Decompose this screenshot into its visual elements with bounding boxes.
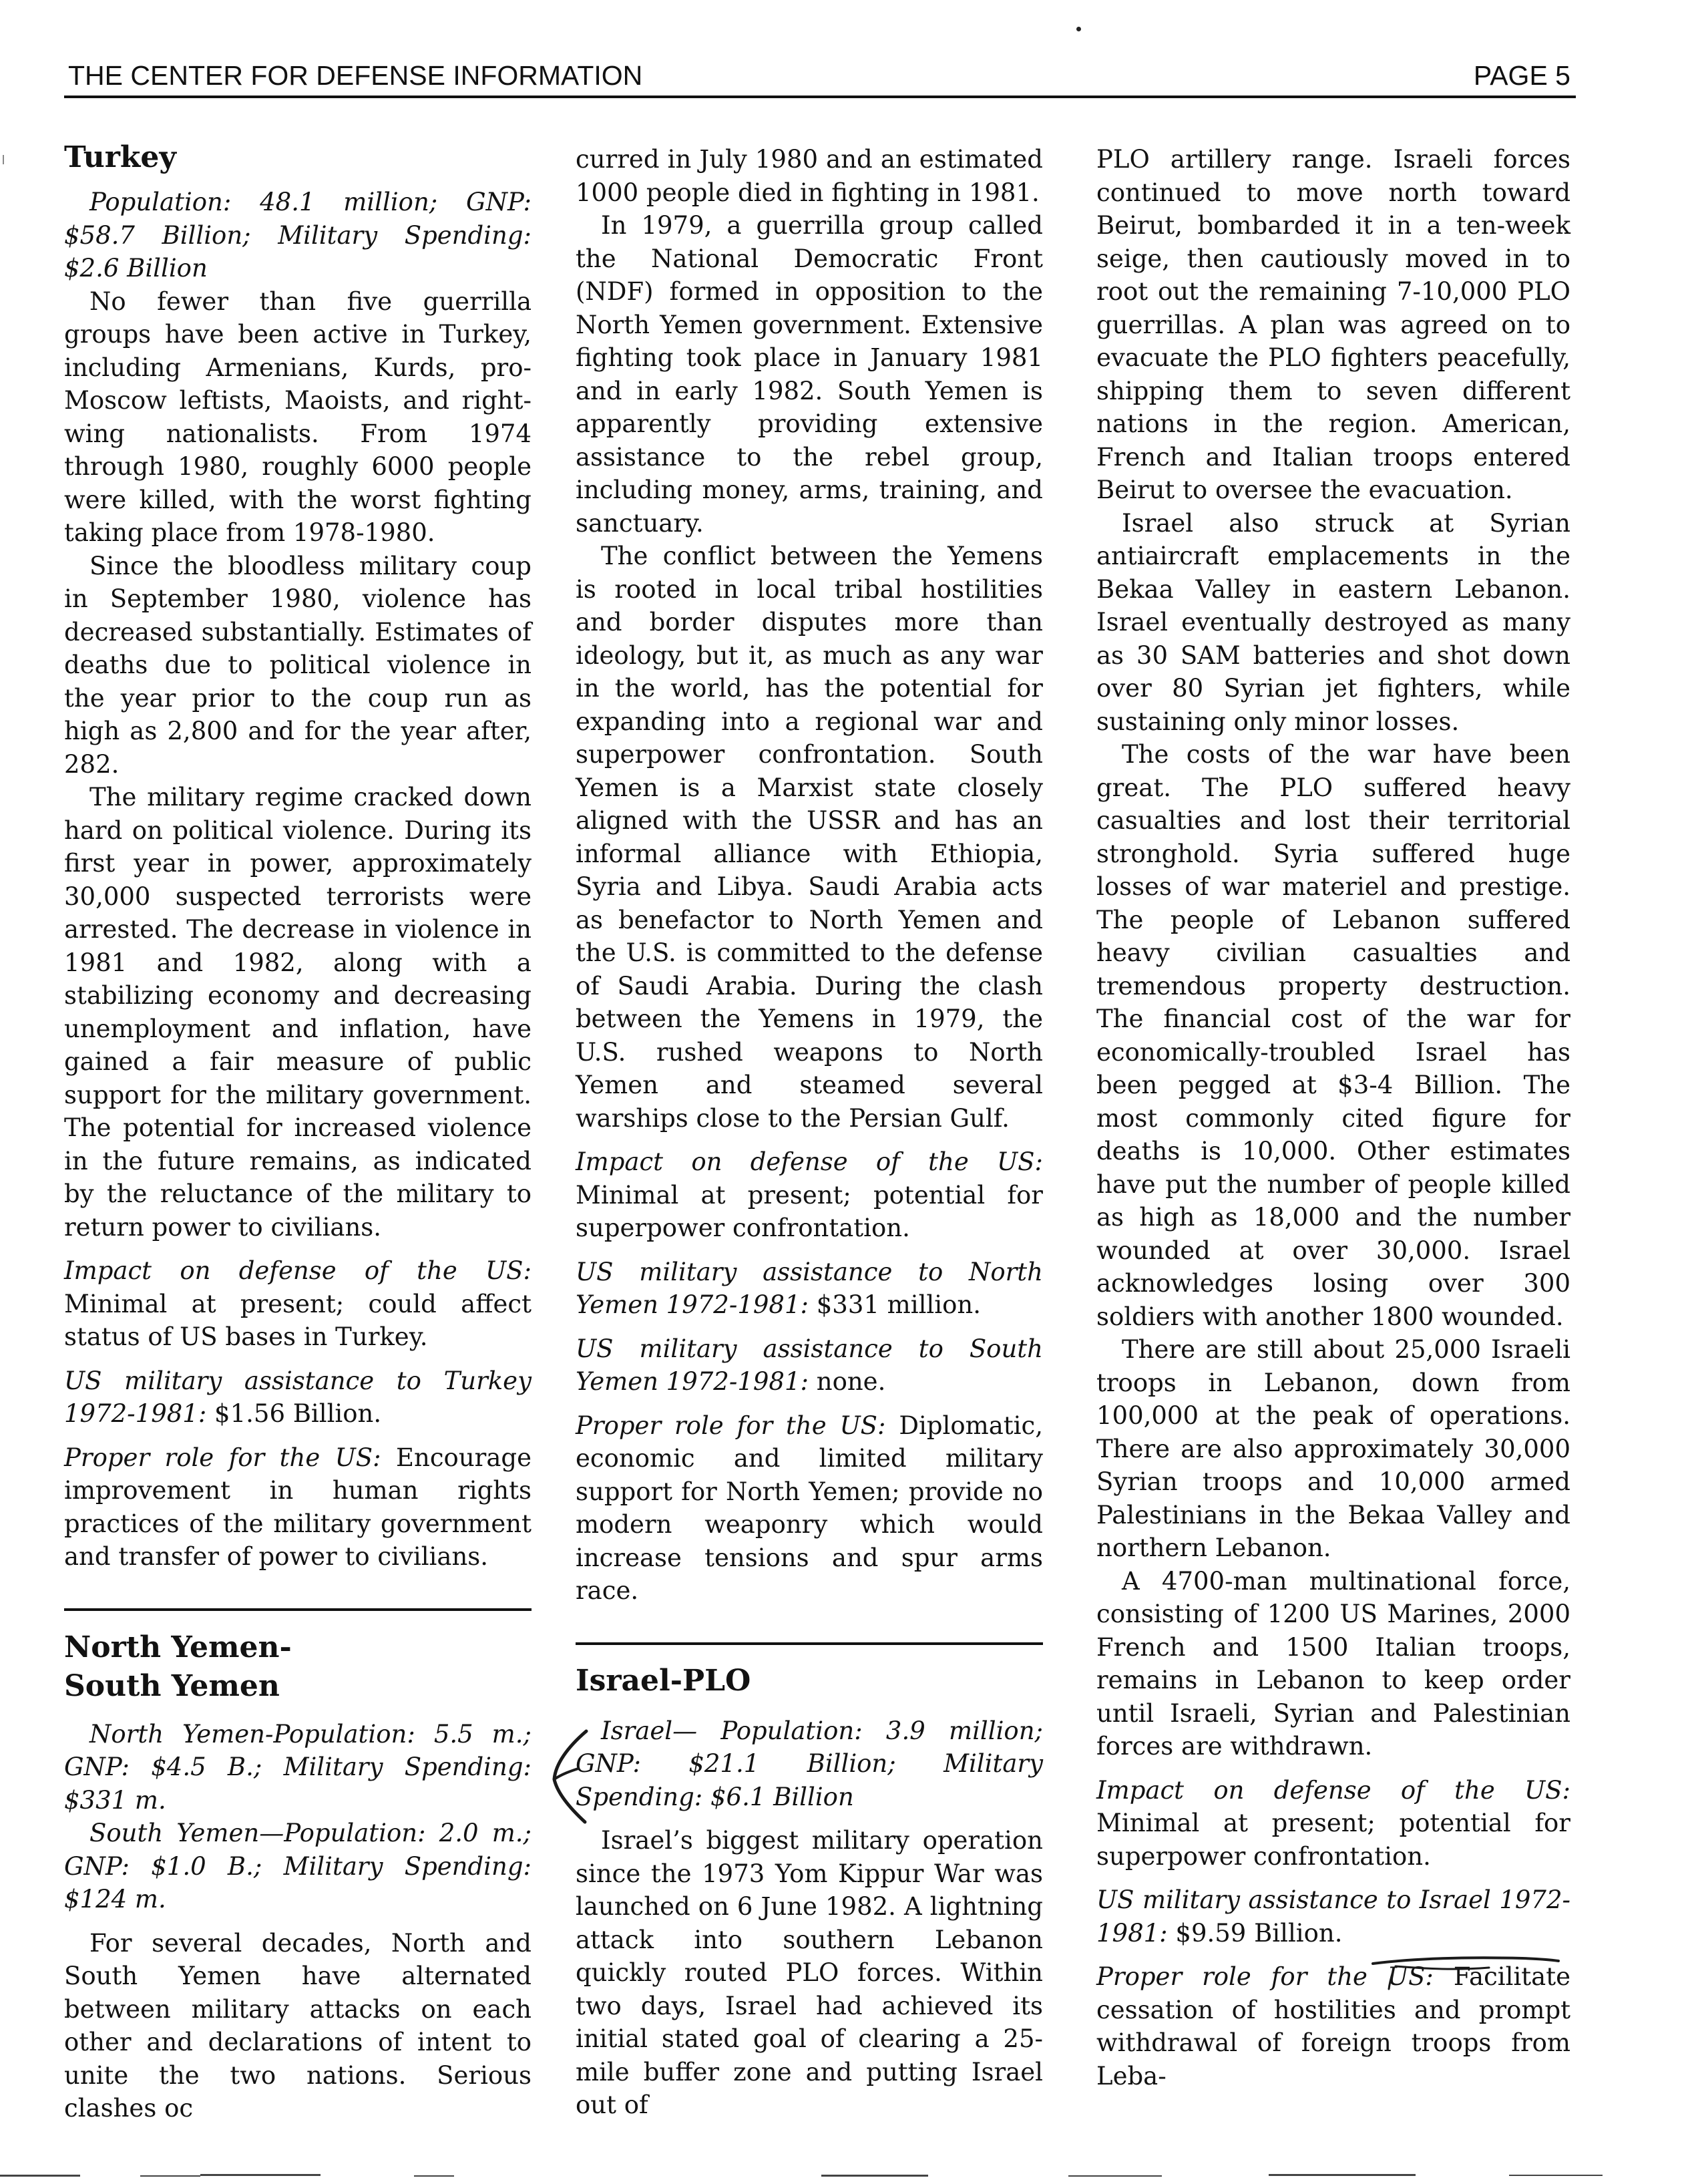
turkey-stats: Population: 48.1 million; GNP: $58.7 Billion; Military Spending: $2.6 Billion (64, 188, 532, 283)
yemen-paragraph-2: In 1979, a guerrilla group called the National Democratic Front (NDF) formed in opposition to the North Yemen government. Extensive fighting took place in January 1981 and in early 1982. South Yemen is apparently providing extensive assistance to the rebel group, including money, arms, training, and sanctuary. (576, 211, 1043, 538)
page-number: PAGE 5 (1473, 60, 1570, 91)
israel-paragraph-3: The costs of the war have been great. The PLO suffered heavy casualties and lost their territorial stronghold. Syria suffered huge losses of war materiel and prestige. The people of Lebanon suffered heavy civilian casualties and tremendous property destruction. The financial cost of the war for economically-troubled Israel has been pegged at $3-4 Billion. The most commonly cited figure for deaths is 10,000. Other estimates have put the number of people killed as high as 18,000 and the number wounded at over 30,000. Israel acknowledges losing over 300 soldiers with another 1800 wounded. (1096, 740, 1570, 1331)
turkey-section (64, 139, 532, 1574)
stray-ink-dot (1076, 27, 1081, 31)
israel-role-text: Facilitate cessation of hostilities and prompt withdrawal of foreign troops from Leba- (1096, 1962, 1570, 2090)
south-yemen-assistance (576, 1332, 1043, 1399)
scan-bottom-edge (0, 2171, 1688, 2180)
turkey-impact-text: Minimal at present; could affect status of US bases in Turkey. (64, 1289, 532, 1351)
israel-stats: Israel— Population: 3.9 million; GNP: $21.1 Billion; Military Spending: $6.1 Billion (576, 1716, 1043, 1811)
israel-assistance (1096, 1883, 1570, 1950)
israel-paragraph-2: Israel also struck at Syrian antiaircraft emplacements in the Bekaa Valley in eastern Lebanon. Israel eventually destroyed as many as 30 SAM batteries and shot down over 80 Syrian jet fighters, while sustaining only minor losses. (1096, 508, 1570, 736)
turkey-role-label: Proper role for the US: (64, 1443, 381, 1472)
israel-impact-text: Minimal at present; potential for superpower confrontation. (1096, 1809, 1570, 1871)
turkey-heading: Turkey (64, 140, 176, 174)
north-yemen-assistance (576, 1256, 1043, 1322)
yemen-impact-text: Minimal at present; potential for superpower confrontation. (576, 1180, 1043, 1242)
israel-paragraph-4: There are still about 25,000 Israeli troops in Lebanon, down from 100,000 at the peak of operations. There are also approximately 30,000 Syrian troops and 10,000 armed Palestinians in the Bekaa Valley and northern Lebanon. (1096, 1335, 1570, 1562)
turkey-role-text: Encourage improvement in human rights practices of the military government and transfer of power to civilians. (64, 1443, 532, 1571)
turkey-paragraph-1: No fewer than five guerrilla groups have been active in Turkey, including Armenians, Kurds, pro-Moscow leftists, Maoists, and right-wing nationalists. From 1974 through 1980, roughly 6000 people were killed, with the worst fighting taking place from 1978-1980. (64, 287, 532, 547)
handwritten-bracket-mark (548, 1727, 594, 1827)
column-3 (1096, 143, 1570, 2092)
handwritten-underline-mark (1369, 1952, 1562, 1992)
turkey-assistance (64, 1364, 532, 1431)
yemen-role-text: Diplomatic, economic and limited military support for North Yemen; provide no modern weaponry which would increase tensions and spur arms race. (576, 1411, 1043, 1605)
column-2 (576, 143, 1043, 2122)
israel-assistance-text: $9.59 Billion. (1167, 1918, 1343, 1948)
yemen-paragraph-1-continued: curred in July 1980 and an estimated 1000 people died in fighting in 1981. (576, 145, 1043, 207)
turkey-assistance-text: $1.56 Billion. (206, 1399, 382, 1428)
yemen-heading-line-1: North Yemen- (64, 1630, 292, 1664)
turkey-paragraph-3: The military regime cracked down hard on political violence. During its first year in power, approximately 30,000 suspected terrorists were arrested. The decrease in violence in 1981 and 1982, along with a stabilizing economy and decreasing unemployment and inflation, have gained a fair measure of public support for the military government. The potential for increased violence in the future remains, as indicated by the reluctance of the military to return power to civilians. (64, 783, 532, 1242)
north-yemen-assistance-label: US military assistance to North Yemen 1972-1981: (576, 1257, 1043, 1319)
publication-name: THE CENTER FOR DEFENSE INFORMATION (68, 60, 643, 91)
yemen-paragraph-3: The conflict between the Yemens is rooted in local tribal hostilities and border disputes more than ideology, but it, as much as any war in the world, has the potential for expanding into a regional war and superpower confrontation. South Yemen is a Marxist state closely aligned with the USSR and has an informal alliance with Ethiopia, Syria and Libya. Saudi Arabia acts as benefactor to North Yemen and the U.S. is committed to the defense of Saudi Arabia. During the clash between the Yemens in 1979, the U.S. rushed weapons to North Yemen and steamed several warships close to the Persian Gulf. (576, 542, 1043, 1133)
israel-impact-label: Impact on defense of the US: (1096, 1775, 1570, 1805)
section-divider (576, 1642, 1043, 1645)
israel-assistance-label: US military assistance to Israel 1972-1981: (1096, 1885, 1570, 1948)
turkey-impact-label: Impact on defense of the US: (64, 1256, 532, 1285)
israel-paragraph-5: A 4700-man multinational force, consisting of 1200 US Marines, 2000 French and 1500 Italian troops, remains in Lebanon to keep order until Israeli, Syrian and Palestinian forces are withdrawn. (1096, 1566, 1570, 1761)
column-1 (64, 139, 532, 2125)
israel-paragraph-1-continued: PLO artillery range. Israeli forces continued to move north toward Beirut, bombarded it in a ten-week seige, then cautiously moved in to root out the remaining 7-10,000 PLO guerrillas. A plan was agreed on to evacuate the PLO fighters peacefully, shipping them to seven different nations in the region. American, French and Italian troops entered Beirut to oversee the evacuation. (1096, 145, 1570, 504)
yemen-heading-line-2: South Yemen (64, 1668, 280, 1703)
yemen-impact (576, 1145, 1043, 1245)
israel-heading: Israel-PLO (576, 1663, 751, 1698)
turkey-assistance-label: US military assistance to Turkey 1972-1981: (64, 1366, 532, 1428)
yemen-paragraph-1: For several decades, North and South Yemen have alternated between military attacks on each other and declarations of intent to unite the two nations. Serious clashes oc (64, 1928, 532, 2123)
south-yemen-assistance-label: US military assistance to South Yemen 1972-1981: (576, 1334, 1043, 1396)
israel-section (576, 1662, 1043, 2122)
israel-paragraph-1: Israel’s biggest military operation since the 1973 Yom Kippur War was launched on 6 June 1982. A lightning attack into southern Lebanon quickly routed PLO forces. Within two days, Israel had achieved its initial stated goal of clearing a 25-mile buffer zone and putting Israel out of (576, 1826, 1043, 2119)
page-header (64, 59, 1576, 92)
header-rule (64, 96, 1576, 98)
yemen-impact-label: Impact on defense of the US: (576, 1147, 1043, 1176)
yemen-heading (64, 1628, 532, 1706)
north-yemen-stats: North Yemen-Population: 5.5 m.; GNP: $4.5 B.; Military Spending: $331 m. (64, 1719, 532, 1815)
north-yemen-assistance-text: $331 million. (808, 1290, 981, 1319)
scan-edge-mark (3, 155, 4, 164)
israel-impact (1096, 1774, 1570, 1873)
turkey-role (64, 1441, 532, 1574)
turkey-paragraph-2: Since the bloodless military coup in September 1980, violence has decreased substantially. Estimates of deaths due to political violence in the year prior to the coup run as high as 2,800 and for the year after, 282. (64, 551, 532, 779)
yemen-role-label: Proper role for the US: (576, 1411, 886, 1440)
yemen-role (576, 1409, 1043, 1608)
israel-role-label: Proper role for the US: (1096, 1962, 1434, 1991)
south-yemen-assistance-text: none. (808, 1367, 886, 1396)
turkey-impact (64, 1254, 532, 1354)
south-yemen-stats: South Yemen—Population: 2.0 m.; GNP: $1.0 B.; Military Spending: $124 m. (64, 1819, 532, 1914)
section-divider (64, 1608, 532, 1611)
yemen-section (64, 1628, 532, 2125)
